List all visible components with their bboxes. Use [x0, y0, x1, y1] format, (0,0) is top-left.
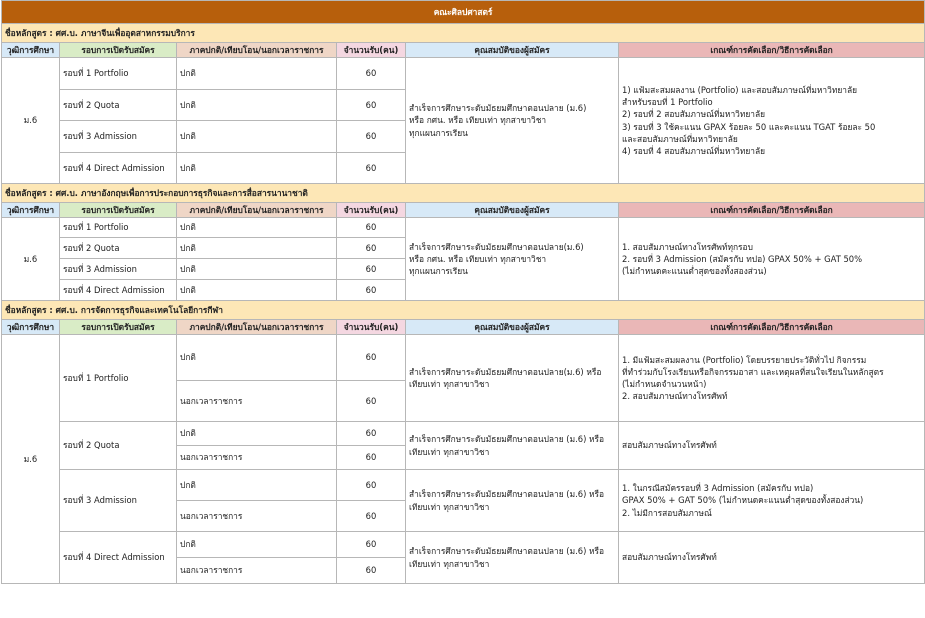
- selection-criteria: 1. มีแฟ้มสะสมผลงาน (Portfolio) โดยบรรยายประวัติทั่วไป กิจกรรม ที่ทำร่วมกับโรงเรียนหรือกิจกรรมอาสา และเหตุผลที่สนใจเรียนในหลักสูตร (ไม่กำหนดจำนวนหน้า) 2. สอบสัมภาษณ์ทางโทรศัพท์: [619, 335, 925, 422]
- program-type: นอกเวลาราชการ: [177, 446, 337, 470]
- header-type: ภาคปกติ/เทียบโอน/นอกเวลาราชการ: [177, 43, 337, 58]
- header-criteria: เกณฑ์การคัดเลือก/วิธีการคัดเลือก: [619, 203, 925, 218]
- program-type: ปกติ: [177, 532, 337, 558]
- program-type: ปกติ: [177, 218, 337, 238]
- header-level: วุฒิการศึกษา: [2, 203, 60, 218]
- quota-count: 60: [337, 335, 406, 381]
- admission-table: [1, 0, 925, 584]
- qualification: สำเร็จการศึกษาระดับมัธยมศึกษาตอนปลาย (ม.6) หรือ เทียบเท่า ทุกสาขาวิชา: [406, 532, 619, 584]
- header-quota: จำนวนรับ(คน): [337, 203, 406, 218]
- round-name: รอบที่ 3 Admission: [60, 121, 177, 153]
- program-type: ปกติ: [177, 335, 337, 381]
- header-round: รอบการเปิดรับสมัคร: [60, 320, 177, 335]
- quota-count: 60: [337, 259, 406, 280]
- quota-count: 60: [337, 218, 406, 238]
- header-qualification: คุณสมบัติของผู้สมัคร: [406, 203, 619, 218]
- quota-count: 60: [337, 280, 406, 301]
- quota-count: 60: [337, 381, 406, 422]
- round-name: รอบที่ 1 Portfolio: [60, 58, 177, 90]
- quota-count: 60: [337, 422, 406, 446]
- round-name: รอบที่ 3 Admission: [60, 259, 177, 280]
- quota-count: 60: [337, 153, 406, 184]
- selection-criteria: สอบสัมภาษณ์ทางโทรศัพท์: [619, 422, 925, 470]
- header-round: รอบการเปิดรับสมัคร: [60, 203, 177, 218]
- education-level: ม.6: [2, 335, 60, 584]
- program-type: ปกติ: [177, 470, 337, 501]
- quota-count: 60: [337, 470, 406, 501]
- program-title: ชื่อหลักสูตร : ศศ.บ. ภาษาจีนเพื่ออุตสาหกรรมบริการ: [2, 24, 925, 43]
- round-name: รอบที่ 3 Admission: [60, 470, 177, 532]
- header-qualification: คุณสมบัติของผู้สมัคร: [406, 320, 619, 335]
- program-type: ปกติ: [177, 121, 337, 153]
- program-type: ปกติ: [177, 90, 337, 121]
- qualification: สำเร็จการศึกษาระดับมัธยมศึกษาตอนปลาย (ม.6) หรือ กศน. หรือ เทียบเท่า ทุกสาขาวิชา ทุกแผนการเรียน: [406, 58, 619, 184]
- quota-count: 60: [337, 532, 406, 558]
- round-name: รอบที่ 2 Quota: [60, 422, 177, 470]
- round-name: รอบที่ 4 Direct Admission: [60, 153, 177, 184]
- program-type: ปกติ: [177, 259, 337, 280]
- program-type: ปกติ: [177, 238, 337, 259]
- header-round: รอบการเปิดรับสมัคร: [60, 43, 177, 58]
- round-name: รอบที่ 2 Quota: [60, 238, 177, 259]
- program-type: นอกเวลาราชการ: [177, 381, 337, 422]
- education-level: ม.6: [2, 58, 60, 184]
- selection-criteria: 1. สอบสัมภาษณ์ทางโทรศัพท์ทุกรอบ 2. รอบที่ 3 Admission (สมัครกับ ทปอ) GPAX 50% + GAT 50% (ไม่กำหนดคะแนนต่ำสุดของทั้งสองส่วน): [619, 218, 925, 301]
- quota-count: 60: [337, 58, 406, 90]
- round-name: รอบที่ 1 Portfolio: [60, 218, 177, 238]
- round-name: รอบที่ 1 Portfolio: [60, 335, 177, 422]
- qualification: สำเร็จการศึกษาระดับมัธยมศึกษาตอนปลาย(ม.6) หรือ กศน. หรือ เทียบเท่า ทุกสาขาวิชา ทุกแผนการเรียน: [406, 218, 619, 301]
- quota-count: 60: [337, 446, 406, 470]
- quota-count: 60: [337, 501, 406, 532]
- program-type: นอกเวลาราชการ: [177, 501, 337, 532]
- program-type: ปกติ: [177, 58, 337, 90]
- qualification: สำเร็จการศึกษาระดับมัธยมศึกษาตอนปลาย(ม.6) หรือ เทียบเท่า ทุกสาขาวิชา: [406, 335, 619, 422]
- round-name: รอบที่ 2 Quota: [60, 90, 177, 121]
- header-quota: จำนวนรับ(คน): [337, 320, 406, 335]
- quota-count: 60: [337, 558, 406, 584]
- header-level: วุฒิการศึกษา: [2, 320, 60, 335]
- header-qualification: คุณสมบัติของผู้สมัคร: [406, 43, 619, 58]
- qualification: สำเร็จการศึกษาระดับมัธยมศึกษาตอนปลาย (ม.6) หรือ เทียบเท่า ทุกสาขาวิชา: [406, 422, 619, 470]
- header-level: วุฒิการศึกษา: [2, 43, 60, 58]
- quota-count: 60: [337, 121, 406, 153]
- selection-criteria: 1) แฟ้มสะสมผลงาน (Portfolio) และสอบสัมภาษณ์ที่มหาวิทยาลัย สำหรับรอบที่ 1 Portfolio 2) รอบที่ 2 สอบสัมภาษณ์ที่มหาวิทยาลัย 3) รอบที่ 3 ใช้คะแนน GPAX ร้อยละ 50 และคะแนน TGAT ร้อยละ 50 และสอบสัมภาษณ์ที่มหาวิทยาลัย 4) รอบที่ 4 สอบสัมภาษณ์ที่มหาวิทยาลัย: [619, 58, 925, 184]
- header-quota: จำนวนรับ(คน): [337, 43, 406, 58]
- header-criteria: เกณฑ์การคัดเลือก/วิธีการคัดเลือก: [619, 320, 925, 335]
- quota-count: 60: [337, 90, 406, 121]
- education-level: ม.6: [2, 218, 60, 301]
- header-type: ภาคปกติ/เทียบโอน/นอกเวลาราชการ: [177, 203, 337, 218]
- selection-criteria: 1. ในกรณีสมัครรอบที่ 3 Admission (สมัครกับ ทปอ) GPAX 50% + GAT 50% (ไม่กำหนดคะแนนต่ำสุดของทั้งสองส่วน) 2. ไม่มีการสอบสัมภาษณ์: [619, 470, 925, 532]
- round-name: รอบที่ 4 Direct Admission: [60, 280, 177, 301]
- program-title: ชื่อหลักสูตร : ศศ.บ. ภาษาอังกฤษเพื่อการประกอบการธุรกิจและการสื่อสารนานาชาติ: [2, 184, 925, 203]
- quota-count: 60: [337, 238, 406, 259]
- program-type: นอกเวลาราชการ: [177, 558, 337, 584]
- program-type: ปกติ: [177, 153, 337, 184]
- selection-criteria: สอบสัมภาษณ์ทางโทรศัพท์: [619, 532, 925, 584]
- program-type: ปกติ: [177, 422, 337, 446]
- header-criteria: เกณฑ์การคัดเลือก/วิธีการคัดเลือก: [619, 43, 925, 58]
- program-title: ชื่อหลักสูตร : ศศ.บ. การจัดการธุรกิจและเทคโนโลยีการกีฬา: [2, 301, 925, 320]
- faculty-title: คณะศิลปศาสตร์: [2, 1, 925, 24]
- header-type: ภาคปกติ/เทียบโอน/นอกเวลาราชการ: [177, 320, 337, 335]
- qualification: สำเร็จการศึกษาระดับมัธยมศึกษาตอนปลาย (ม.6) หรือ เทียบเท่า ทุกสาขาวิชา: [406, 470, 619, 532]
- round-name: รอบที่ 4 Direct Admission: [60, 532, 177, 584]
- program-type: ปกติ: [177, 280, 337, 301]
